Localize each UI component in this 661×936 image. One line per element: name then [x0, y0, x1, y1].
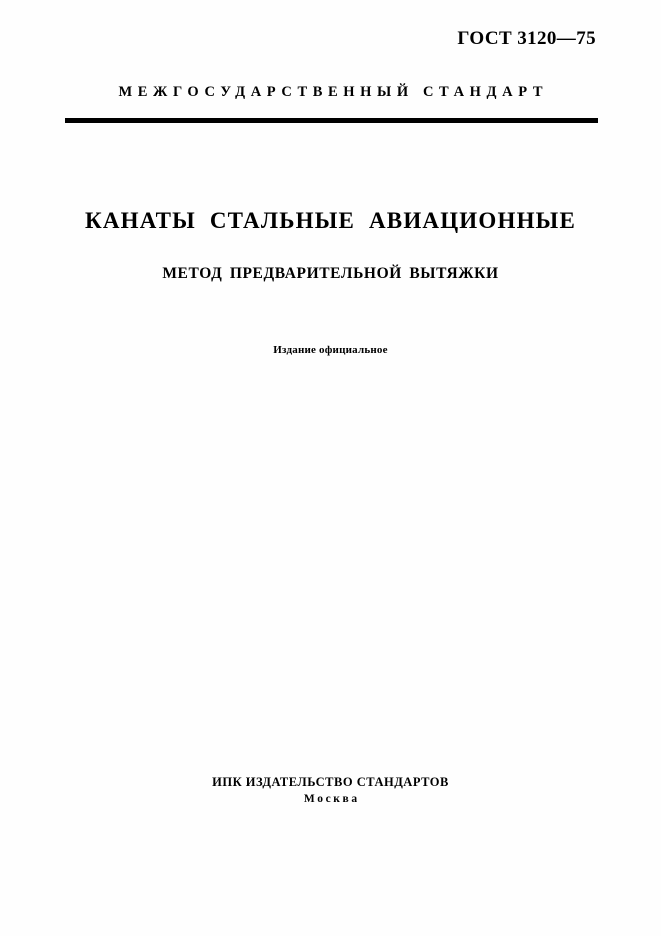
interstate-standard-label: МЕЖГОСУДАРСТВЕННЫЙ СТАНДАРТ [118, 84, 549, 100]
header-divider-rule [65, 118, 598, 123]
standard-number: ГОСТ 3120—75 [457, 28, 596, 49]
publisher-city: Москва [303, 793, 360, 805]
document-title: КАНАТЫ СТАЛЬНЫЕ АВИАЦИОННЫЕ [85, 208, 576, 233]
official-edition-note: Издание официальное [273, 344, 388, 356]
publisher-name: ИПК ИЗДАТЕЛЬСТВО СТАНДАРТОВ [212, 775, 449, 789]
document-subtitle: МЕТОД ПРЕДВАРИТЕЛЬНОЙ ВЫТЯЖКИ [162, 265, 499, 282]
